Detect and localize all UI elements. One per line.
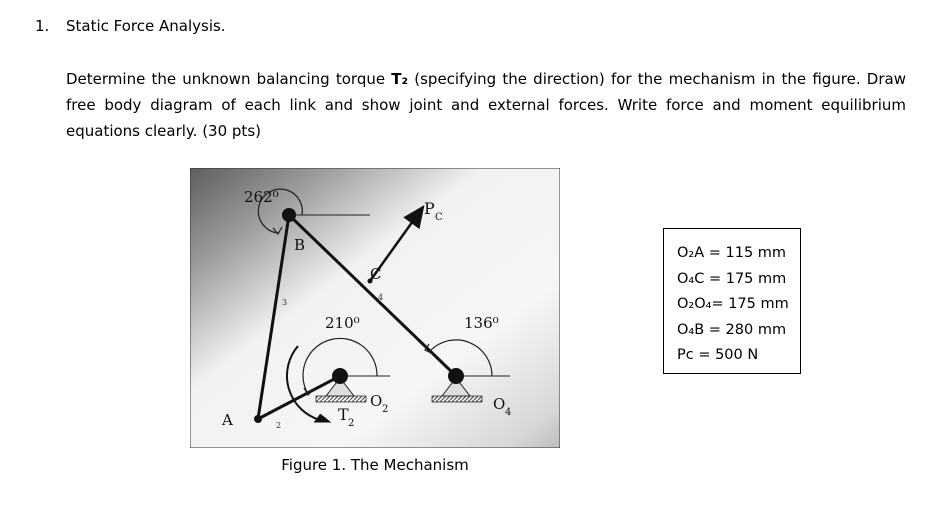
mechanism-figure (190, 168, 560, 448)
label-angle-262: 262⁰ (244, 188, 279, 206)
label-o4: O (493, 395, 506, 413)
label-point-c: C (370, 265, 382, 283)
param-o2a: O₂A = 115 mm (677, 245, 787, 261)
label-link-4: 4 (378, 293, 384, 302)
label-o4-sub: 4 (505, 407, 512, 418)
figure-caption: Figure 1. The Mechanism (281, 456, 469, 474)
label-torque-t: T (338, 405, 349, 424)
question-number: 1. (35, 17, 50, 35)
label-point-b: B (294, 236, 306, 254)
joint-a (254, 415, 262, 423)
param-o4c: O₄C = 175 mm (677, 270, 787, 287)
ground-hatch-o2 (316, 396, 366, 402)
parameters-box (663, 228, 801, 374)
label-force-p: P (424, 199, 435, 218)
question-body (66, 66, 906, 144)
ground-hatch-o4 (432, 396, 482, 402)
joint-o4 (448, 368, 464, 384)
label-angle-210: 210⁰ (325, 314, 360, 332)
param-pc: Pc = 500 N (677, 347, 759, 363)
param-o4b: O₄B = 280 mm (677, 321, 787, 338)
param-o2o4: O₂O₄= 175 mm (677, 296, 789, 312)
torque-symbol: T₂ (391, 70, 409, 88)
label-torque-sub: 2 (348, 418, 355, 429)
joint-b (282, 208, 296, 222)
label-point-a: A (222, 411, 233, 429)
label-link-3: 3 (282, 298, 288, 307)
question-title: Static Force Analysis. (66, 17, 226, 35)
label-force-sub: C (435, 212, 443, 223)
question-body-part1: Determine the unknown balancing torque (66, 70, 392, 88)
label-o2: O (370, 392, 383, 410)
label-link-2: 2 (276, 421, 282, 430)
joint-o2 (332, 368, 348, 384)
question-body-part2: (specifying the direction) for the mechanism in the figure. Draw free body diagram of each link and show joint and external forces. Write force and moment equilibrium equations clearly. (30 pts) (66, 70, 906, 140)
label-o2-sub: 2 (382, 404, 389, 415)
label-angle-136: 136⁰ (464, 314, 499, 332)
mechanism-diagram (190, 168, 560, 448)
